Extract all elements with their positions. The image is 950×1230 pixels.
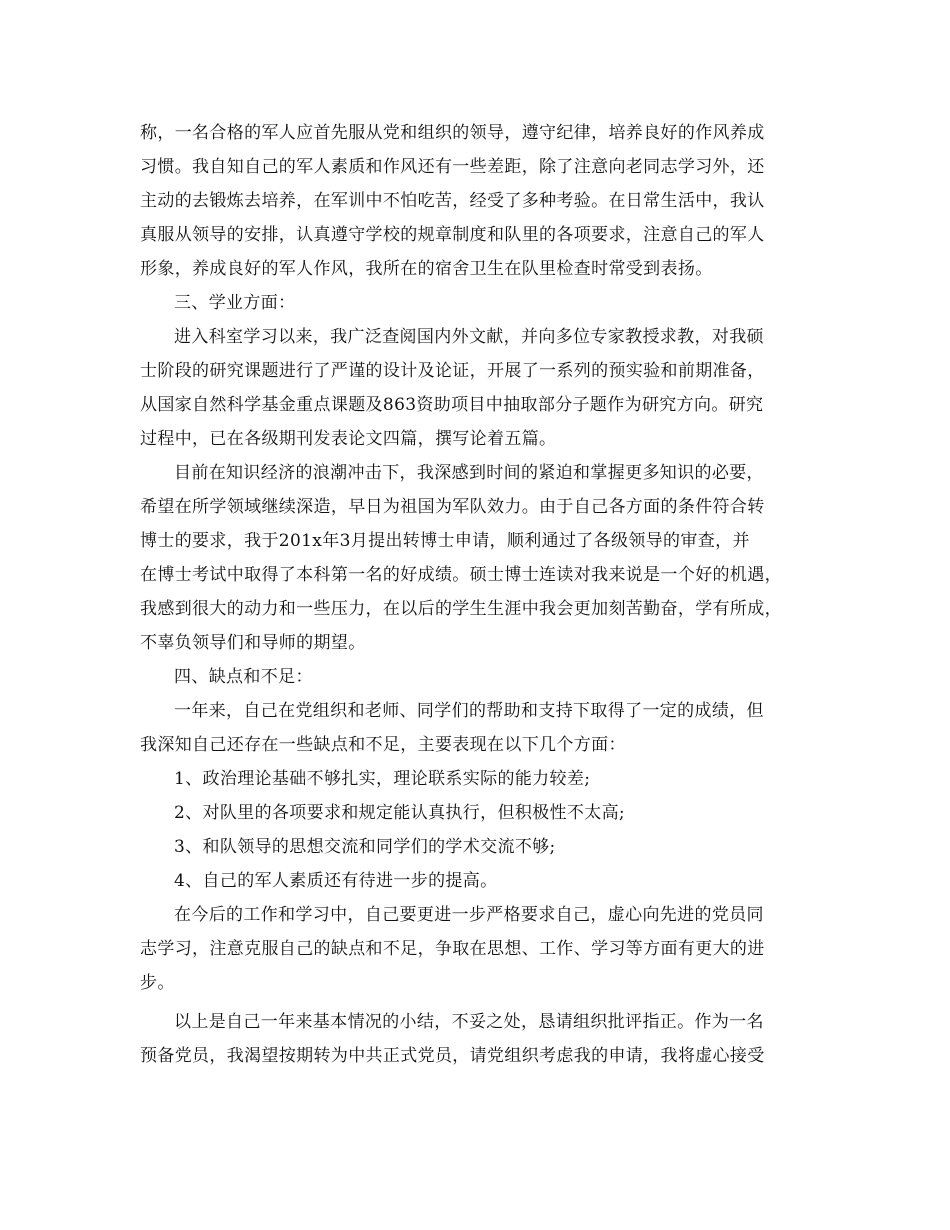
body-text-line: 进入科室学习以来，我广泛查阅国内外文献，并向多位专家教授求教，对我硕 [174,327,764,347]
list-item: 3、和队领导的思想交流和同学们的学术交流不够; [174,837,556,857]
body-text-line: 我深知自己还存在一些缺点和不足，主要表现在以下几个方面： [140,735,626,755]
body-text-line: 在今后的工作和学习中，自己要更进一步严格要求自己，虚心向先进的党员同 [174,905,764,925]
body-text-line: 不辜负领导们和导师的期望。 [140,633,366,653]
body-text-line: 预备党员，我渴望按期转为中共正式党员，请党组织考虑我的申请，我将虚心接受 [140,1046,765,1066]
list-item: 2、对队里的各项要求和规定能认真执行，但积极性不太高; [174,803,625,823]
body-text-line: 目前在知识经济的浪潮冲击下，我深感到时间的紧迫和掌握更多知识的必要， [174,463,764,483]
section-heading-shortcomings: 四、缺点和不足： [174,667,313,687]
body-text-line: 称，一名合格的军人应首先服从党和组织的领导，遵守纪律，培养良好的作风养成 [140,123,765,143]
body-text-line: 步。 [140,973,175,993]
body-text-line: 我感到很大的动力和一些压力，在以后的学生生涯中我会更加刻苦勤奋，学有所成， [140,599,782,619]
list-item: 4、自己的军人素质还有待进一步的提高。 [174,871,498,891]
body-text-line: 形象，养成良好的军人作风，我所在的宿舍卫生在队里检查时常受到表扬。 [140,259,713,279]
body-text-line: 习惯。我自知自己的军人素质和作风还有一些差距，除了注意向老同志学习外，还 [140,157,765,177]
body-text-line: 志学习，注意克服自己的缺点和不足，争取在思想、工作、学习等方面有更大的进 [140,939,765,959]
section-heading-academic: 三、学业方面： [174,293,296,313]
body-text-line: 主动的去锻炼去培养，在军训中不怕吃苦，经受了多种考验。在日常生活中，我认 [140,191,765,211]
body-text-line: 在博士考试中取得了本科第一名的好成绩。硕士博士连读对我来说是一个好的机遇， [140,565,782,585]
body-text-line: 博士的要求，我于201x年3月提出转博士申请，顺利通过了各级领导的审查，并 [140,531,750,551]
body-text-line: 希望在所学领域继续深造，早日为祖国为军队效力。由于自己各方面的条件符合转 [140,497,765,517]
body-text-line: 士阶段的研究课题进行了严谨的设计及论证，开展了一系列的预实验和前期准备， [140,361,765,381]
document-body [140,116,822,1073]
body-text-line: 真服从领导的安排，认真遵守学校的规章制度和队里的各项要求，注意自己的军人 [140,225,765,245]
body-text-line: 以上是自己一年来基本情况的小结，不妥之处，恳请组织批评指正。作为一名 [174,1012,764,1032]
list-item: 1、政治理论基础不够扎实，理论联系实际的能力较差; [174,769,591,789]
body-text-line: 过程中，已在各级期刊发表论文四篇，撰写论着五篇。 [140,429,557,449]
body-text-line: 从国家自然科学基金重点课题及863资助项目中抽取部分子题作为研究方向。研究 [140,395,764,415]
body-text-line: 一年来，自己在党组织和老师、同学们的帮助和支持下取得了一定的成绩，但 [174,701,764,721]
